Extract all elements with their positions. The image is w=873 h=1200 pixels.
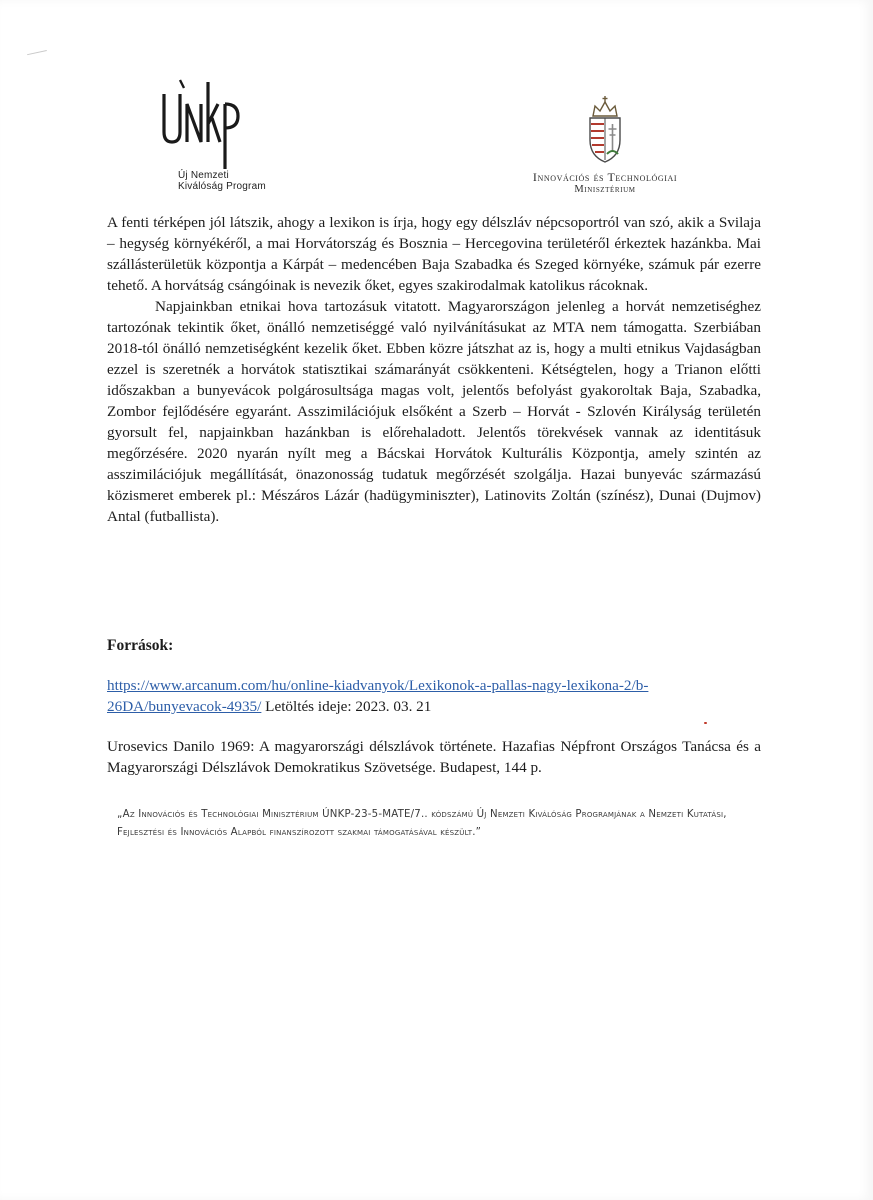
unkp-logo <box>160 74 290 204</box>
unkp-caption-line1: Új Nemzeti <box>178 170 229 181</box>
paragraph-1: A fenti térképen jól látszik, ahogy a lexikon is írja, hogy egy délszláv népcsoportról van szó, akik a Svilaja – hegység környékéről, a mai Horvátország és Bosznia – Hercegovina területéről érkeztek hazánkba. Mai szállásterületük központja a Kárpát – medencében Baja Szabadka és Szeged környéke, számuk pár ezerre tehető. A horvátság csángóinak is nevezik őket, egyes szakirodalmak katolikus rácoknak. <box>107 214 761 294</box>
ministry-name-line2: Minisztérium <box>574 184 636 195</box>
source-entry-link <box>107 675 761 717</box>
arcanum-source-link[interactable]: https://www.arcanum.com/hu/online-kiadvanyok/Lexikonok-a-pallas-nagy-lexikona-2/b-26DA/bunyevacok-4935/ <box>107 677 649 715</box>
unkp-logo-icon <box>160 74 240 174</box>
ministry-name-line1: Innovációs és Technológiai <box>532 170 678 184</box>
download-date: Letöltés ideje: 2023. 03. 21 <box>261 698 432 715</box>
sources-heading: Források: <box>107 637 174 654</box>
funding-note: „Az Innovációs és Technológiai Minisztérium ÚNKP-23-5-MATE/7.. kódszámú Új Nemzeti Kiválóság Programjának a Nemzeti Kutatási, Fejlesztési és Innovációs Alapból finanszírozott szakmai támogatásával készült.” <box>117 809 727 838</box>
hungarian-crest-icon <box>586 96 624 164</box>
scan-speck <box>704 722 707 724</box>
source-entry-book: Urosevics Danilo 1969: A magyarországi délszlávok története. Hazafias Népfront Országos Tanácsa és a Magyarországi Délszlávok Demokratikus Szövetsége. Budapest, 144 p. <box>107 738 761 776</box>
unkp-caption <box>178 170 266 192</box>
scan-artifact <box>27 50 49 65</box>
unkp-caption-line2: Kiválóság Program <box>178 181 266 192</box>
body-text <box>107 212 761 527</box>
paragraph-2: Napjainkban etnikai hova tartozásuk vitatott. Magyarországon jelenleg a horvát nemzetiséghez tartozónak tekintik őket, önálló nemzetiséggé való nyilvánításukat az MTA nem támogatta. Szerbiában 2018-tól önálló nemzetiségként kezelik őket. Ebben közre játszhat az is, hogy a multi etnikus Vajdaságban ezzel is szeretnék a horvátok statisztikai számarányát csökkenteni. Kétségtelen, hogy a Trianon előtti időszakban a bunyevácok polgárosultsága magas volt, jelentős befolyást gyakoroltak Baja, Szabadka, Zombor fejlődésére egyaránt. Asszimilációjuk elsőként a Szerb – Horvát - Szlovén Királyság területén gyorsult fel, napjainkban hazánkban is előrehaladott. Jelentős törekvések vannak az identitásuk megőrzésére. 2020 nyarán nyílt meg a Bácskai Horvátok Kulturális Központja, amely szintén az asszimilációjuk megállítását, önazonosság tudatuk megőrzését szolgálja. Hazai bunyevác származású közismeret emberek pl.: Mészáros Lázár (hadügyminiszter), Latinovits Zoltán (színész), Dunai (Dujmov) Antal (futballista). <box>107 298 761 525</box>
ministry-logo <box>500 96 710 206</box>
